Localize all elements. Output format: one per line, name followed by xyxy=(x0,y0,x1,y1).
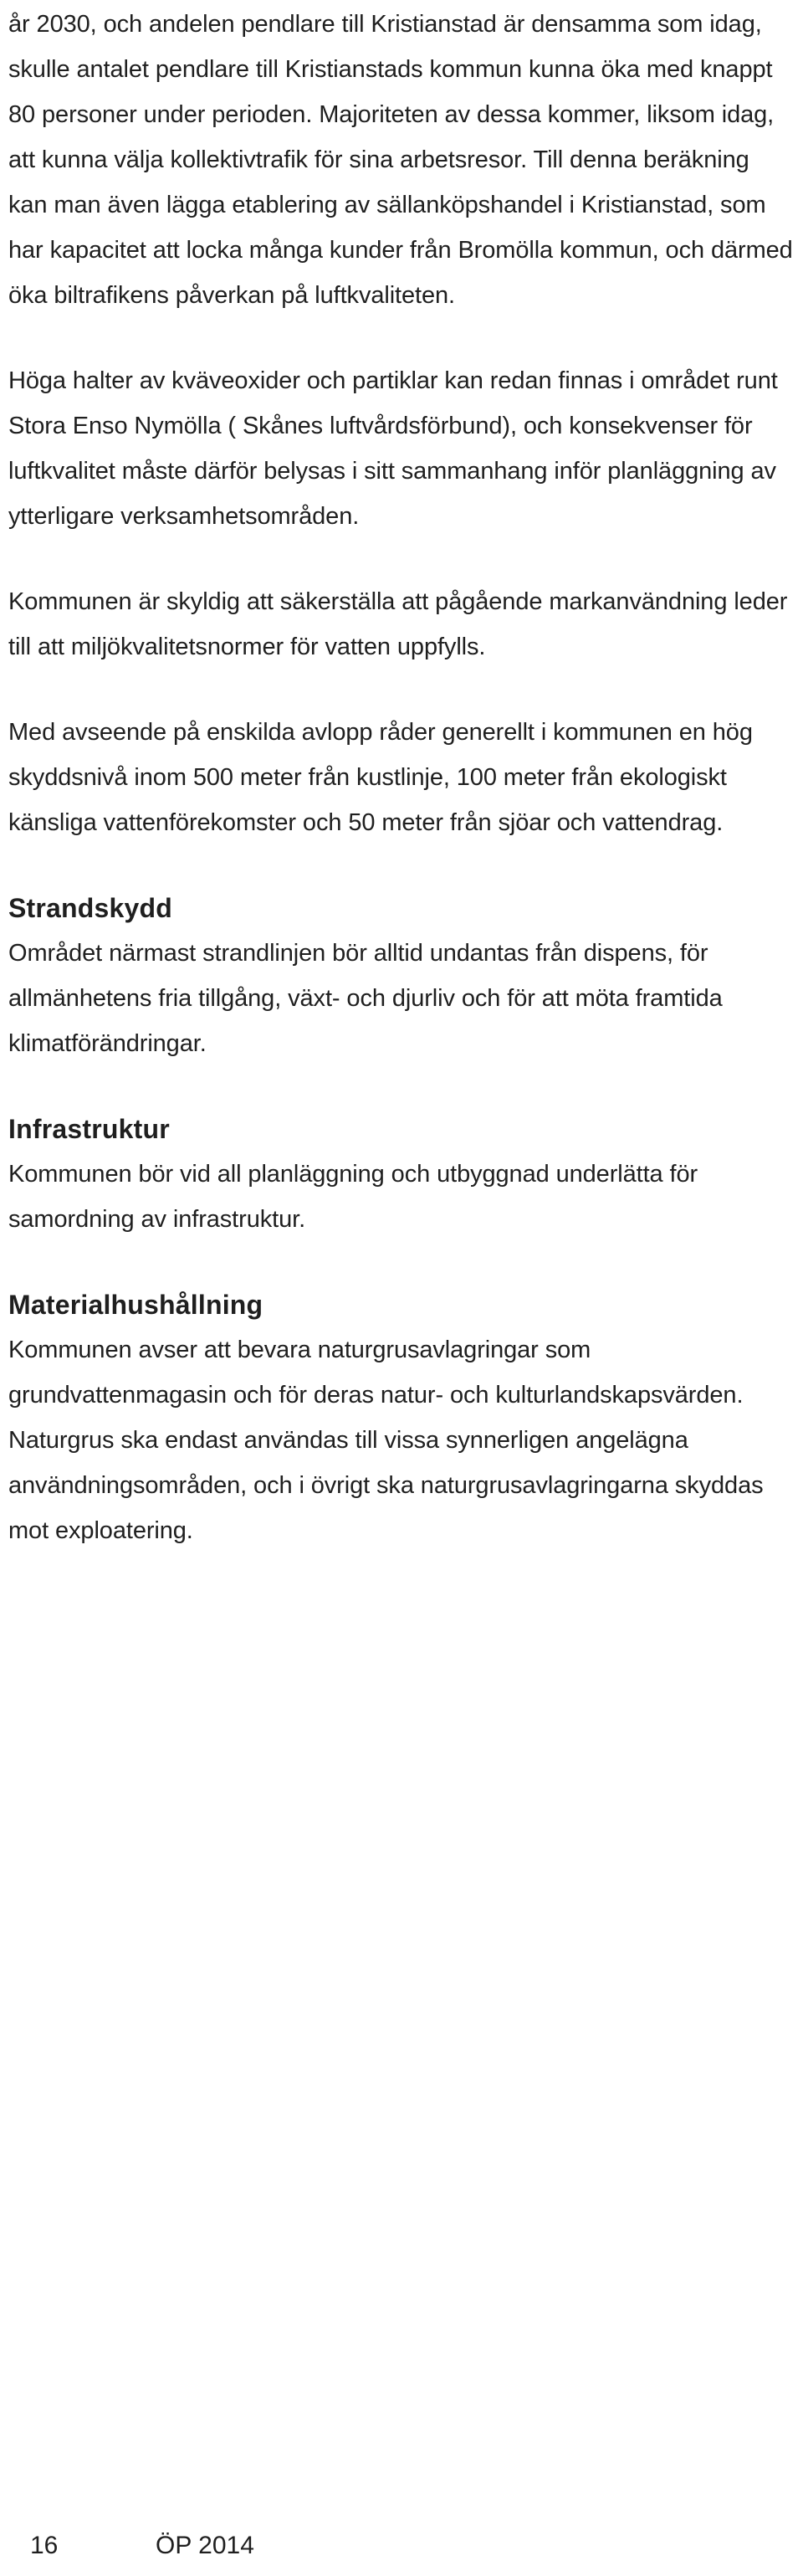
section-heading: Infrastruktur xyxy=(8,1114,170,1144)
section-infrastruktur xyxy=(8,1106,795,1242)
paragraph-sewage: Med avseende på enskilda avlopp råder generellt i kommunen en hög skyddsnivå inom 500 meter från kustlinje, 100 meter från ekologiskt känsliga vattenförekomster och 50 meter från sjöar och vattendrag. xyxy=(8,719,753,836)
section-heading: Strandskydd xyxy=(8,893,173,923)
page-body xyxy=(8,2,795,1593)
page-footer xyxy=(30,2529,254,2563)
section-body: Kommunen avser att bevara naturgrusavlagringar som grundvattenmagasin och för deras natur- och kulturlandskapsvärden. Naturgrus ska endast användas till vissa synnerligen angelägna användningsområden, och i övrigt ska naturgrusavlagringarna skyddas mot exploatering. xyxy=(8,1337,764,1544)
section-body: Området närmast strandlinjen bör alltid undantas från dispens, för allmänhetens fria tillgång, växt- och djurliv och för att möta framtida klimatförändringar. xyxy=(8,940,723,1057)
document-title: ÖP 2014 xyxy=(156,2532,254,2559)
paragraph-air-quality: Höga halter av kväveoxider och partiklar kan redan finnas i området runt Stora Enso Nymölla ( Skånes luftvårdsförbund), och konsekvenser för luftkvalitet måste därför belysas i sitt sammanhang inför planläggning av ytterligare verksamhetsområden. xyxy=(8,367,778,530)
section-heading: Materialhushållning xyxy=(8,1290,263,1320)
section-strandskydd xyxy=(8,885,795,1066)
section-materialhushallning xyxy=(8,1282,795,1553)
paragraph-commuting: år 2030, och andelen pendlare till Kristianstad är densamma som idag, skulle antalet pendlare till Kristianstads kommun kunna öka med knappt 80 personer under perioden. Majoriteten av dessa kommer, liksom idag, att kunna välja kollektivtrafik för sina arbetsresor. Till denna beräkning kan man även lägga etablering av sällanköpshandel i Kristianstad, som har kapacitet att locka många kunder från Bromölla kommun, och därmed öka biltrafikens påverkan på luftkvaliteten. xyxy=(8,11,793,309)
paragraph-water-norms: Kommunen är skyldig att säkerställa att pågående markanvändning leder till att miljökvalitetsnormer för vatten uppfylls. xyxy=(8,588,788,660)
section-body: Kommunen bör vid all planläggning och utbyggnad underlätta för samordning av infrastruktur. xyxy=(8,1161,698,1233)
page-number: 16 xyxy=(30,2532,59,2559)
